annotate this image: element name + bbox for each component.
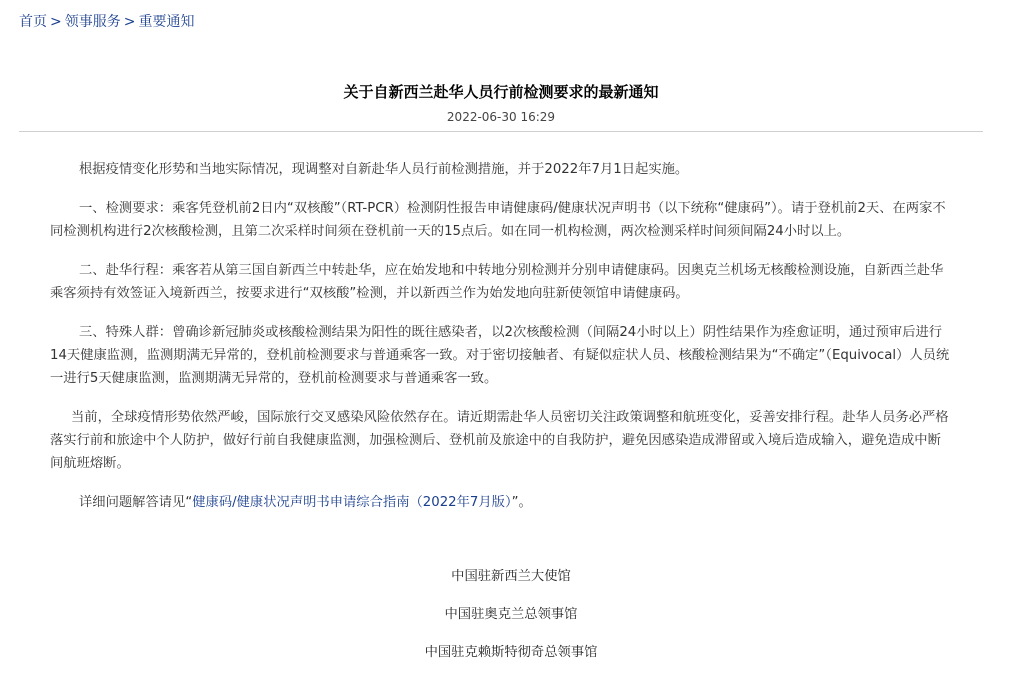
paragraph-itinerary: 二、赴华行程：乘客若从第三国自新西兰中转赴华，应在始发地和中转地分别检测并分别申请健康码。因奥克兰机场无核酸检测设施，自新西兰赴华乘客须持有效签证入境新西兰，按要求进行“双核酸”检测，并以新西兰作为始发地向驻新使领馆申请健康码。 (50, 263, 944, 301)
signature-embassy: 中国驻新西兰大使馆 (451, 569, 571, 584)
breadcrumb-important-notices-link[interactable]: 重要通知 (138, 14, 195, 30)
paragraph-current-situation: 当前，全球疫情形势依然严峻，国际旅行交叉感染风险依然存在。请近期需赴华人员密切关注政策调整和航班变化，妥善安排行程。赴华人员务必严格落实行前和旅途中个人防护，做好行前自我健康监测，加强检测后、登机前及旅途中的自我防护，避免因感染造成滞留或入境后造成输入，避免造成中断间航班熔断。 (50, 410, 949, 471)
signature-auckland-consulate: 中国驻奥克兰总领事馆 (444, 607, 578, 622)
paragraph-details (50, 491, 954, 514)
details-suffix: ”。 (511, 495, 532, 510)
article-date: 2022-06-30 16:29 (446, 110, 556, 124)
article-title: 关于自新西兰赴华人员行前检测要求的最新通知 (343, 83, 659, 101)
breadcrumb-home-link[interactable]: 首页 (19, 14, 47, 30)
breadcrumb-separator: > (50, 14, 62, 30)
paragraph-intro: 根据疫情变化形势和当地实际情况，现调整对自新赴华人员行前检测措施，并于2022年7月1日起实施。 (79, 162, 689, 177)
guide-link[interactable]: 健康码/健康状况声明书申请综合指南（2022年7月版） (192, 495, 512, 510)
paragraph-testing-requirements: 一、检测要求：乘客凭登机前2日内“双核酸”（RT-PCR）检测阴性报告申请健康码/健康状况声明书（以下统称“健康码”）。请于登机前2天、在两家不同检测机构进行2次核酸检测，且第二次采样时间须在登机前一天的15点后。如在同一机构检测，两次检测采样时间须间隔24小时以上。 (50, 201, 946, 239)
paragraph-special-groups: 三、特殊人群：曾确诊新冠肺炎或核酸检测结果为阳性的既往感染者，以2次核酸检测（间隔24小时以上）阴性结果作为痊愈证明，通过预审后进行14天健康监测，监测期满无异常的，登机前检测要求与普通乘客一致。对于密切接触者、有疑似症状人员、核酸检测结果为“不确定”（Equivocal）人员统一进行5天健康监测，监测期满无异常的，登机前检测要求与普通乘客一致。 (50, 325, 950, 386)
details-prefix: 详细问题解答请见“ (79, 495, 193, 510)
breadcrumb-separator: > (123, 14, 136, 30)
title-divider (19, 131, 983, 132)
breadcrumb-consular-services-link[interactable]: 领事服务 (64, 14, 121, 30)
breadcrumb (19, 12, 194, 32)
signature-christchurch-consulate: 中国驻克赖斯特彻奇总领事馆 (424, 645, 598, 660)
article-body (50, 158, 954, 514)
